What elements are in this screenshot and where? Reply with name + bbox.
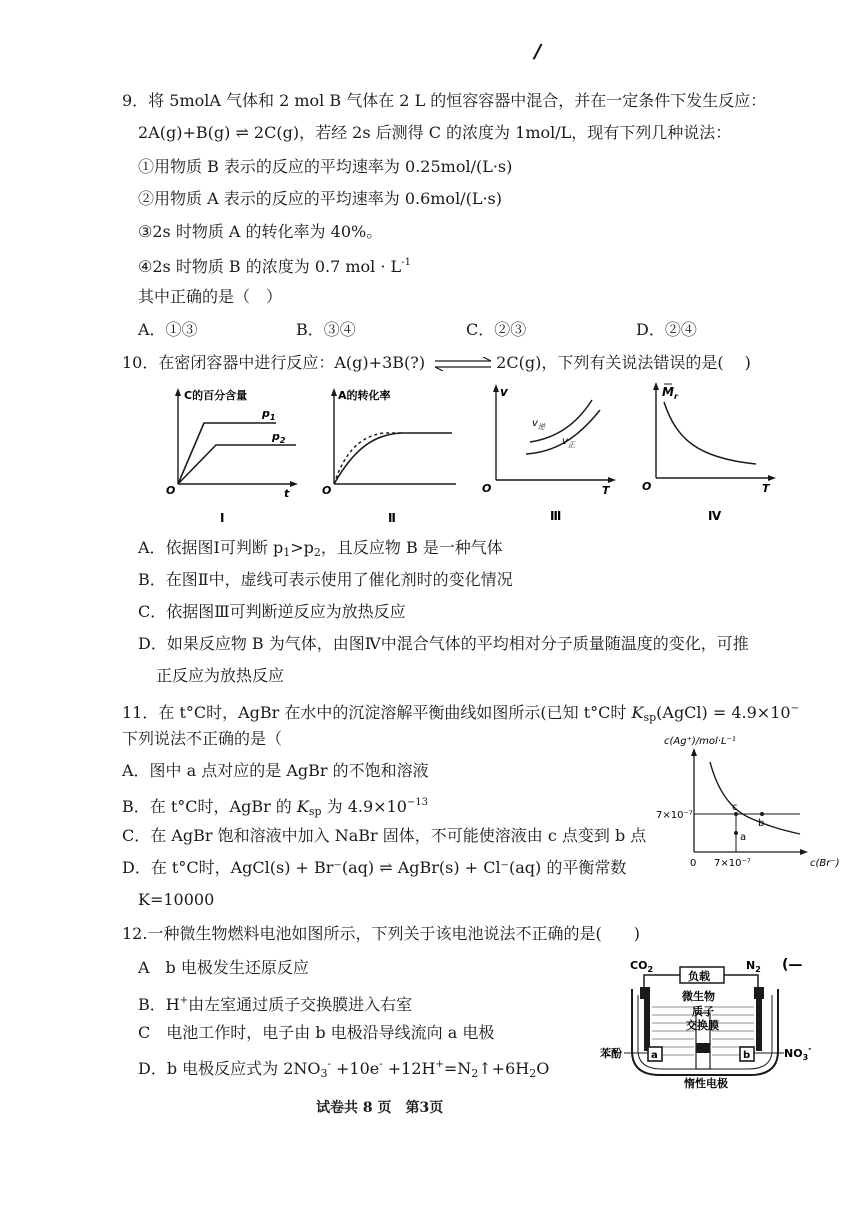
co2-label: $CO_2$: [630, 959, 654, 974]
q9-statement-3: ③2s 时物质 A 的转化率为 40%。: [138, 222, 383, 241]
q10-graph-3: [476, 380, 626, 530]
q11-option-d-k: K=10000: [138, 890, 215, 909]
load-label: 负载: [688, 970, 710, 983]
graph3-v-reverse-label: $v_逆$: [532, 418, 545, 431]
graph1-xlabel: t: [284, 487, 290, 500]
graph3-origin: O: [482, 482, 492, 495]
q9-statement-1: ①用物质 B 表示的反应的平均速率为 0.25mol/(L·s): [138, 157, 513, 176]
q11-xtick: 7×10⁻⁷: [714, 858, 751, 869]
q11-graph: [650, 730, 858, 875]
q10-graph-4: [636, 378, 786, 530]
q11-xlabel: c(Br⁻): [810, 858, 840, 869]
graph4-ylabel: $M_r$: [662, 385, 678, 401]
membrane-label-1: 质子: [692, 1005, 714, 1018]
graph2-origin: O: [322, 484, 332, 497]
q10-option-b: B．在图Ⅱ中，虚线可表示使用了催化剂时的变化情况: [138, 570, 513, 589]
graph4-origin: O: [642, 480, 652, 493]
graph1-p2-label: $p_2$: [272, 430, 286, 445]
q11-point-c-label: c: [732, 802, 738, 813]
q9-statement-2: ②用物质 A 表示的反应的平均速率为 0.6mol/(L·s): [138, 189, 502, 208]
q10-option-d-line2: 正反应为放热反应: [156, 666, 285, 685]
scan-mark: /: [531, 38, 544, 64]
scribble-mark: (—: [782, 957, 803, 973]
q9-stem-line2: 2A(g)+B(g) ⇌ 2C(g)，若经 2s 后测得 C 的浓度为 1mol/L，现有下列几种说法：: [138, 123, 732, 142]
graph1-roman: Ⅰ: [220, 511, 225, 525]
q9-option-d: D．②④: [636, 320, 697, 339]
microbe-label: 微生物: [682, 990, 715, 1003]
graph1-p1-label: $p_1$: [262, 407, 276, 422]
q12-option-c: C 电池工作时，电子由 b 电极沿导线流向 a 电极: [138, 1023, 495, 1042]
q9-option-a: A．①③: [138, 320, 198, 339]
graph1-ylabel: C的百分含量: [184, 389, 248, 402]
q10-graph-2: [314, 384, 464, 529]
q12-cell-diagram: [600, 955, 858, 1090]
q11-option-d: D．在 t°C时，AgCl(s) + Br⁻(aq) ⇌ AgBr(s) + Cl⁻(aq) 的平衡常数: [122, 858, 627, 877]
q12-option-b: B．H+由左室通过质子交换膜进入右室: [138, 995, 413, 1014]
inert-electrode-label: 惰性电极: [684, 1077, 728, 1090]
q11-point-b-label: b: [758, 818, 765, 829]
equilibrium-arrow-icon: [433, 357, 493, 371]
q9-statement-4: ④2s 时物质 B 的浓度为 0.7 mol · $L^{-1}$: [138, 257, 411, 276]
q11-ylabel: c(Ag⁺)/mol·L⁻¹: [664, 736, 736, 747]
q12-option-d: D．b 电极反应式为 $2NO_3^- +10e^-$ $+12H^+=N_2↑+6H_2O$: [138, 1059, 550, 1080]
electrode-a-label: a: [651, 1050, 658, 1061]
graph4-xlabel: T: [762, 482, 770, 495]
graph1-origin: O: [166, 484, 176, 497]
q9-stem-line1: 9．将 5molA 气体和 2 mol B 气体在 2 L 的恒容容器中混合，并在一定条件下发生反应：: [122, 91, 767, 110]
graph4-roman: Ⅳ: [708, 509, 722, 523]
q9-ask: 其中正确的是（ ）: [138, 287, 283, 306]
q11-option-b: B．在 t°C时，AgBr 的 $K_{sp}$ 为 $4.9\times 10^{-13}$: [122, 797, 429, 818]
q12-option-a: A b 电极发生还原反应: [138, 958, 309, 977]
graph3-ylabel: v: [500, 385, 508, 399]
q12-stem: 12.一种微生物燃料电池如图所示，下列关于该电池说法不正确的是( ): [122, 924, 640, 943]
n2-label: $N_2$: [746, 959, 761, 974]
q11-option-a: A．图中 a 点对应的是 AgBr 的不饱和溶液: [122, 761, 429, 780]
q11-stem-line2: 下列说法不正确的是（: [122, 729, 283, 748]
q9-option-b: B．③④: [296, 320, 356, 339]
q11-stem-line1: 11．在 t°C时，AgBr 在水中的沉淀溶解平衡曲线如图所示(已知 t°C时 $K_{sp}(AgCl) = 4.9\times 10^-$: [122, 703, 799, 724]
electrode-b-label: b: [743, 1050, 751, 1061]
q10-option-a: A．依据图Ⅰ可判断 $p_1>p_2$，且反应物 B 是一种气体: [138, 538, 503, 559]
q11-ytick: 7×10⁻⁷: [656, 810, 693, 821]
graph2-roman: Ⅱ: [388, 511, 396, 525]
electrode-a: [644, 999, 650, 1051]
q10-stem: 10．在密闭容器中进行反应：A(g)+3B(?) 2C(g)，下列有关说法错误的是( ): [122, 353, 751, 372]
phenol-label: 苯酚: [600, 1047, 622, 1060]
no3-label: $NO_3^-$: [784, 1044, 812, 1062]
q10-option-c: C．依据图Ⅲ可判断逆反应为放热反应: [138, 602, 406, 621]
page-footer: 试卷共 8 页 第3页: [316, 1100, 444, 1116]
q9-option-c: C．②③: [466, 320, 527, 339]
graph2-ylabel: A的转化率: [338, 389, 391, 402]
q11-origin: 0: [690, 858, 697, 869]
q10-graph-1: [158, 384, 308, 529]
point-b: [760, 812, 764, 816]
membrane-label-2: 交换膜: [686, 1019, 719, 1032]
electrode-b: [756, 999, 762, 1051]
graph3-v-forward-label: $v_正$: [562, 436, 575, 449]
q11-option-c: C．在 AgBr 饱和溶液中加入 NaBr 固体，不可能使溶液由 c 点变到 b 点: [122, 826, 647, 845]
q11-point-a-label: a: [740, 832, 747, 843]
point-a: [734, 831, 738, 835]
q10-option-d-line1: D．如果反应物 B 为气体，由图Ⅳ中混合气体的平均相对分子质量随温度的变化，可推: [138, 634, 749, 653]
graph3-roman: Ⅲ: [550, 509, 562, 523]
graph3-xlabel: T: [602, 484, 610, 497]
